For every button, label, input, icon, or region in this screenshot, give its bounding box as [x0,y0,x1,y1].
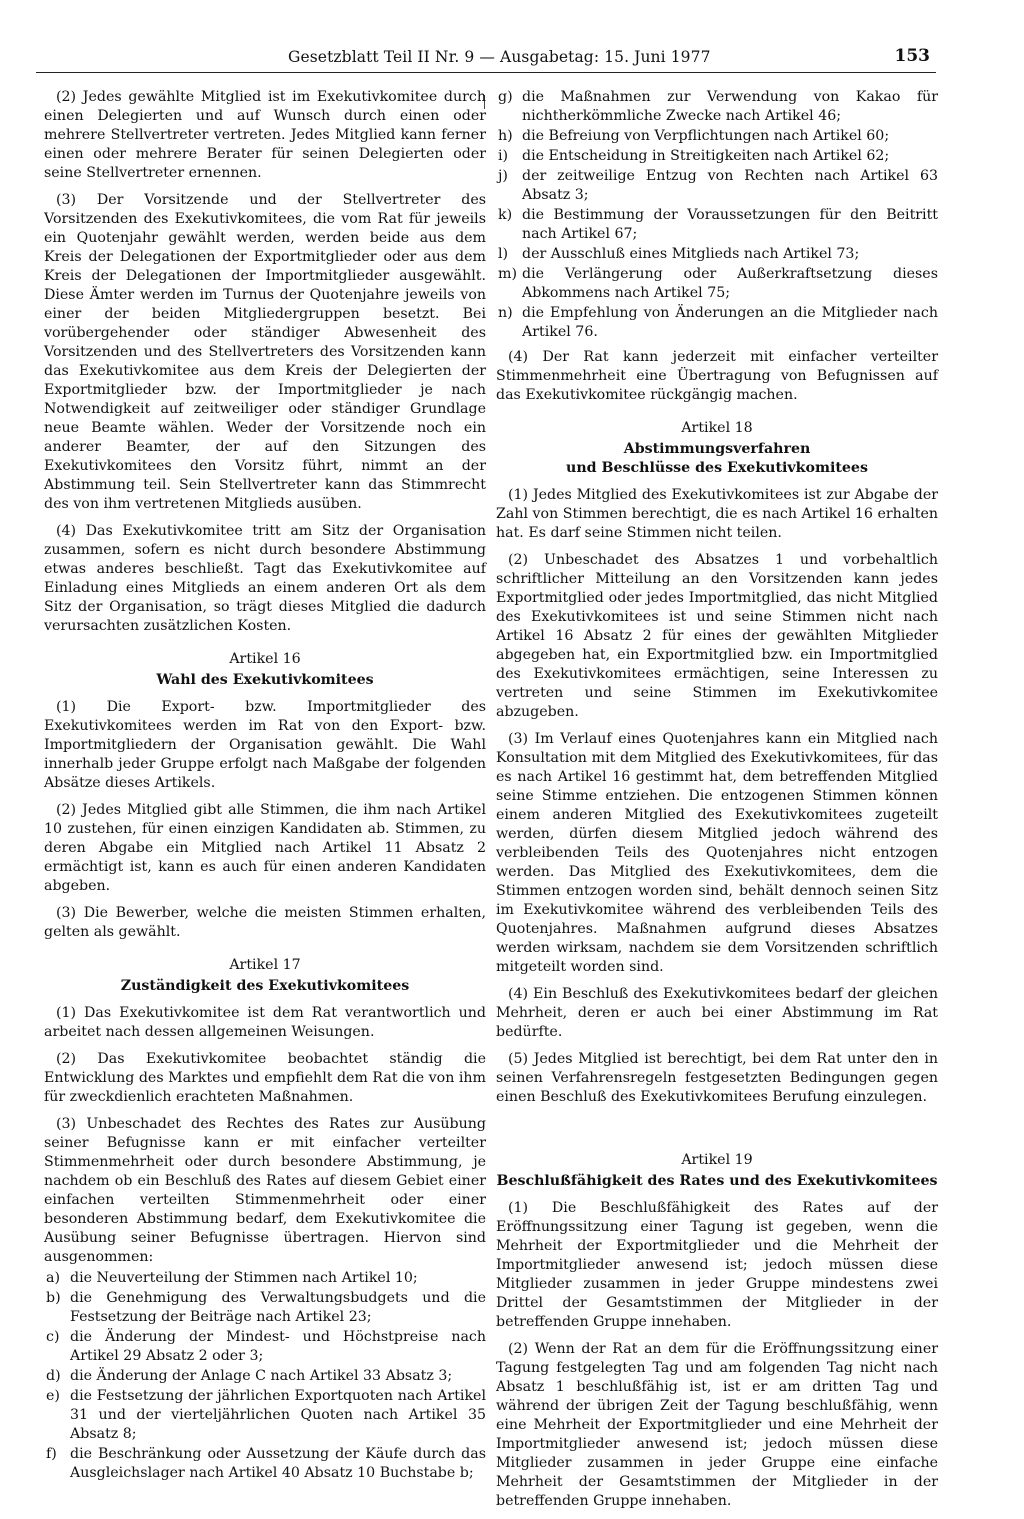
paragraph: (4) Der Rat kann jederzeit mit einfacher verteilter Stimmenmehrheit eine Übertragung von Befugnissen auf das Exekutivkomitee rückgängig machen. [496,349,938,403]
paragraph: (4) Das Exekutivkomitee tritt am Sitz der Organisation zusammen, sofern es nicht durch besondere Abstimmung etwas anderes beschließt. Tagt das Exekutivkomitee auf Einladung eines Mitglieds an einem anderen Ort als dem Sitz der Organisation, so trägt dieses Mitglied die dadurch verursachten zusätzlichen Kosten. [44,523,486,634]
list-item-text: die Befreiung von Verpflichtungen nach Artikel 60; [522,128,890,144]
list-item-text: die Verlängerung oder Außerkraftsetzung dieses Abkommens nach Artikel 75; [522,266,938,301]
exception-list-continued [496,88,938,342]
paragraph: (2) Das Exekutivkomitee beobachtet ständig die Entwicklung des Marktes und empfiehlt dem Rat die von ihm für zweckdienlich erachteten Maßnahmen. [44,1051,486,1105]
list-marker: b) [46,1290,61,1306]
article-number: Artikel 18 [681,420,753,436]
article-title: Zuständigkeit des Exekutivkomitees [120,978,410,994]
article-title: Wahl des Exekutivkomitees [156,672,374,688]
paragraph: (2) Wenn der Rat an dem für die Eröffnungssitzung einer Tagung festgelegten Tag und am folgenden Tag nicht nach Absatz 1 beschlußfähig ist, ist er am dritten Tag und während der übrigen Zeit der Tagung beschlußfähig, wenn eine Mehrheit der Exportmitglieder und eine Mehrheit der Importmitglieder anwesend ist; jedoch müssen diese Mitglieder zusammen in jeder Gruppe eine einfache Mehrheit der Gesamtstimmen der Mitglieder in der betreffenden Gruppe innehaben. [496,1341,938,1509]
list-item-text: die Maßnahmen zur Verwendung von Kakao für nichtherkömmliche Zwecke nach Artikel 46; [522,89,938,124]
list-marker: g) [498,89,513,105]
list-marker: i) [498,148,509,164]
article-number: Artikel 19 [681,1152,753,1168]
list-item [496,88,938,126]
list-item [44,1445,486,1483]
list-item-text: die Bestimmung der Voraussetzungen für den Beitritt nach Artikel 67; [522,207,938,242]
spacer [496,1115,938,1137]
list-marker: c) [46,1329,60,1345]
paragraph: (3) Unbeschadet des Rechtes des Rates zur Ausübung seiner Befugnisse kann er mit einfacher verteilter Stimmenmehrheit oder durch besondere Abstimmung, je nachdem ob ein Beschluß des Rates auf diesem Gebiet einer einfachen verteilten Stimmenmehrheit oder einer besonderen Abstimmung bedarf, dem Exekutivkomitee die Ausübung seiner Befugnisse übertragen. Hiervon sind ausgenommen: [44,1116,486,1265]
list-item-text: die Empfehlung von Änderungen an die Mitglieder nach Artikel 76. [522,305,938,340]
paragraph: (3) Im Verlauf eines Quotenjahres kann ein Mitglied nach Konsultation mit dem Mitglied des Exekutivkomitees, für das es nach Artikel 16 gestimmt hat, dem betreffenden Mitglied seine Stimme entziehen. Die entzogenen Stimmen können einem anderen Mitglied des Exekutivkomitees zugeteilt werden, dürfen diesem Mitglied jedoch während des verbleibenden Teils des Quotenjahres nicht entzogen werden. Das Mitglied des Exekutivkomitees, dem die Stimmen entzogen worden sind, behält dennoch seinen Sitz im Exekutivkomitee während des verbleibenden Teils des Quotenjahres. Maßnahmen aufgrund dieses Absatzes werden wirksam, nachdem sie dem Vorsitzenden schriftlich mitgeteilt worden sind. [496,731,938,975]
right-column [496,88,938,1519]
list-item-text: die Änderung der Anlage C nach Artikel 33 Absatz 3; [70,1368,453,1384]
list-item-text: die Änderung der Mindest- und Höchstpreise nach Artikel 29 Absatz 2 oder 3; [70,1329,486,1364]
list-item-text: die Genehmigung des Verwaltungsbudgets und die Festsetzung der Beiträge nach Artikel 23; [70,1290,486,1325]
list-item-text: die Beschränkung oder Aussetzung der Käufe durch das Ausgleichslager nach Artikel 40 Absatz 10 Buchstabe b; [70,1446,486,1481]
article-number: Artikel 17 [229,957,301,973]
article-title [496,440,938,478]
list-item-text: die Entscheidung in Streitigkeiten nach Artikel 62; [522,148,890,164]
page-header [36,46,936,73]
list-item [44,1387,486,1444]
paragraph: (1) Die Export- bzw. Importmitglieder des Exekutivkomitees werden im Rat von den Export- bzw. Importmitgliedern der Organisation gewählt. Die Wahl innerhalb jeder Gruppe erfolgt nach Maßgabe der folgenden Absätze dieses Artikels. [44,699,486,791]
list-marker: n) [498,305,513,321]
list-item [496,304,938,342]
list-marker: l) [498,246,509,262]
list-item [496,167,938,205]
list-item-text: die Festsetzung der jährlichen Exportquoten nach Artikel 31 und der vierteljährlichen Quoten nach Artikel 35 Absatz 8; [70,1388,486,1442]
list-marker: e) [46,1388,60,1404]
list-item [44,1328,486,1366]
list-item-text: der zeitweilige Entzug von Rechten nach Artikel 63 Absatz 3; [522,168,938,203]
paragraph: (5) Jedes Mitglied ist berechtigt, bei dem Rat unter den in seinen Verfahrensregeln festgesetzten Bedingungen gegen einen Beschluß des Exekutivkomitees Berufung einzulegen. [496,1051,938,1105]
list-marker: f) [46,1446,57,1462]
paragraph: (2) Jedes gewählte Mitglied ist im Exekutivkomitee durch einen Delegierten und auf Wunsch durch einen oder mehrere Stellvertreter vertreten. Jedes Mitglied kann ferner einen oder mehrere Berater für seinen Delegierten oder seine Stellvertreter ernennen. [44,89,486,181]
list-marker: k) [498,207,513,223]
running-header: Gesetzblatt Teil II Nr. 9 — Ausgabetag: 15. Juni 1977 [288,48,711,66]
paragraph: (1) Jedes Mitglied des Exekutivkomitees ist zur Abgabe der Zahl von Stimmen berechtigt, die es nach Artikel 16 erhalten hat. Es darf seine Stimmen nicht teilen. [496,487,938,541]
paragraph: (3) Der Vorsitzende und der Stellvertreter des Vorsitzenden des Exekutivkomitees, die vom Rat für jeweils ein Quotenjahr gewählt werden, werden beide aus dem Kreis der Delegationen der Exportmitglieder oder aus dem Kreis der Delegationen der Importmitglieder ausgewählt. Diese Ämter werden im Turnus der Quotenjahre jeweils von einer der beiden Mitgliedergruppen besetzt. Bei vorübergehender oder ständiger Abwesenheit des Vorsitzenden und des Stellvertreters des Vorsitzenden kann das Exekutivkomitee aus dem Kreis der Delegierten der Exportmitglieder bzw. der Importmitglieder je nach Notwendigkeit auf zeitweiliger oder ständiger Grundlage neue Beamte wählen. Weder der Vorsitzende noch ein anderer Beamter, der auf den Sitzungen des Exekutivkomitees den Vorsitz führt, nimmt an der Abstimmung teil. Sein Stellvertreter kann das Stimmrecht des von ihm vertretenen Mitglieds ausüben. [44,192,486,512]
article-title-line: und Beschlüsse des Exekutivkomitees [566,460,868,476]
paragraph: (1) Die Beschlußfähigkeit des Rates auf der Eröffnungssitzung einer Tagung ist gegeben, wenn die Mehrheit der Exportmitglieder und die Mehrheit der Importmitglieder anwesend ist; jedoch müssen diese Mitglieder zusammen in jeder Gruppe mindestens zwei Drittel der Gesamtstimmen der Mitglieder in der betreffenden Gruppe innehaben. [496,1200,938,1330]
list-marker: m) [498,266,517,282]
paragraph: (3) Die Bewerber, welche die meisten Stimmen erhalten, gelten als gewählt. [44,905,486,940]
list-item-text: der Ausschluß eines Mitglieds nach Artikel 73; [522,246,860,262]
left-column [44,88,486,1489]
list-item [44,1289,486,1327]
paragraph: (2) Jedes Mitglied gibt alle Stimmen, die ihm nach Artikel 10 zustehen, für einen einzigen Kandidaten ab. Stimmen, zu deren Abgabe ein Mitglied nach Artikel 11 Absatz 2 ermächtigt ist, kann es auch für einen anderen Kandidaten abgeben. [44,802,486,894]
list-item [496,206,938,244]
list-item [44,1367,486,1386]
list-item [496,147,938,166]
list-item [44,1269,486,1288]
article-title: Beschlußfähigkeit des Rates und des Exekutivkomitees [496,1173,938,1189]
paragraph: (2) Unbeschadet des Absatzes 1 und vorbehaltlich schriftlicher Mitteilung an den Vorsitzenden kann jedes Exportmitglied oder jedes Importmitglied, das nicht Mitglied des Exekutivkomitees ist und seine Stimmen nicht nach Artikel 16 Absatz 2 für eines der gewählten Mitglieder abgegeben hat, ein Exportmitglied bzw. ein Importmitglied des Exekutivkomitees ermächtigen, seine Interessen zu vertreten und seine Stimmen im Exekutivkomitee abzugeben. [496,552,938,720]
list-marker: j) [498,168,508,184]
list-item [496,245,938,264]
list-item-text: die Neuverteilung der Stimmen nach Artikel 10; [70,1270,418,1286]
paragraph: (4) Ein Beschluß des Exekutivkomitees bedarf der gleichen Mehrheit, deren er auch bei einer Abstimmung im Rat bedürfte. [496,986,938,1040]
paragraph: (1) Das Exekutivkomitee ist dem Rat verantwortlich und arbeitet nach dessen allgemeinen Weisungen. [44,1005,486,1040]
list-item [496,127,938,146]
article-number: Artikel 16 [229,651,301,667]
list-marker: a) [46,1270,60,1286]
list-item [496,265,938,303]
article-title-line: Abstimmungsverfahren [623,441,811,457]
page-number: 153 [894,46,930,66]
list-marker: h) [498,128,513,144]
list-marker: d) [46,1368,61,1384]
exception-list [44,1269,486,1483]
